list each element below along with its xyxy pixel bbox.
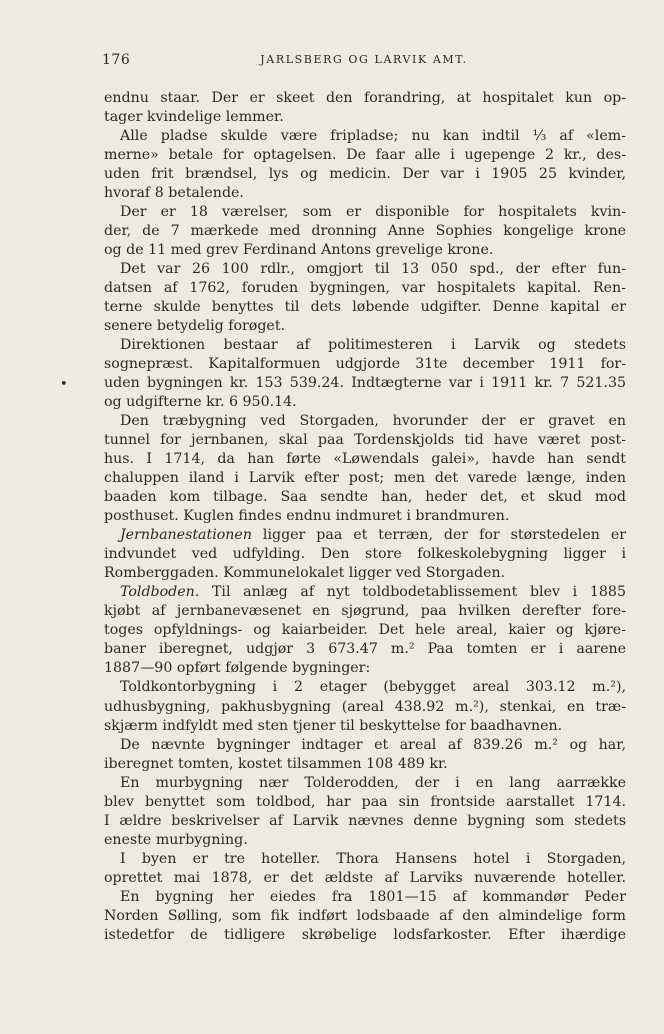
- line-text: iberegnet tomten, kostet tilsammen 108 489 kr.: [104, 755, 448, 772]
- line-text: Norden Sølling, som fik indført lodsbaade af den almindelige form: [104, 907, 626, 924]
- text-line: [104, 583, 626, 602]
- line-text: endnu staar. Der er skeet den forandring, at hospitalet kun op-: [104, 90, 626, 106]
- line-text: terne skulde benyttes til dets løbende udgifter. Denne kapital er: [104, 299, 626, 316]
- line-text: chaluppen iland i Larvik efter post; men det varede længe, inden: [104, 470, 626, 487]
- text-line: [104, 355, 626, 374]
- line-text: I ældre beskrivelser af Larvik nævnes denne bygning som stedets: [104, 812, 626, 829]
- line-text: senere betydelig forøget.: [104, 318, 286, 335]
- text-line: [104, 298, 626, 317]
- running-title: JARLSBERG OG LARVIK AMT.: [260, 53, 468, 66]
- line-text: sognepræst. Kapitalformuen udgjorde 31te december 1911 for-: [104, 356, 626, 373]
- text-line: [104, 336, 626, 355]
- text-line: [104, 545, 626, 564]
- line-text: skjærm indfyldt med sten tjener til beskyttelse for baadhavnen.: [104, 717, 563, 734]
- line-text: tager kvindelige lemmer.: [104, 109, 284, 126]
- text-line: [104, 412, 626, 431]
- text-line: [104, 146, 626, 165]
- text-line: [104, 488, 626, 507]
- text-line: [104, 869, 626, 888]
- line-text: Der er 18 værelser, som er disponible for hospitalets kvin-: [120, 204, 626, 221]
- text-line: [104, 393, 626, 412]
- italic-term: Jernbanestationen: [120, 527, 252, 544]
- line-text: hus. I 1714, da han førte «Løwendals galei», havde han sendt: [104, 451, 626, 468]
- line-text: tunnel for jernbanen, skal paa Tordenskjolds tid have været post-: [104, 432, 626, 449]
- page-number: 176: [102, 52, 131, 68]
- text-line: [104, 564, 626, 583]
- italic-term: Toldboden.: [120, 584, 200, 601]
- text-line: [104, 736, 626, 755]
- text-line: [104, 831, 626, 850]
- text-line: [104, 926, 626, 945]
- line-text: I byen er tre hoteller. Thora Hansens hotel i Storgaden,: [120, 850, 626, 867]
- line-text: baner iberegnet, udgjør 3 673.47 m.² Paa tomten er i aarene: [104, 641, 626, 658]
- line-text: Den træbygning ved Storgaden, hvorunder der er gravet en: [120, 413, 626, 430]
- line-text: Alle pladse skulde være fripladse; nu kan indtil ⅓ af «lem-: [120, 128, 626, 145]
- text-line: [104, 165, 626, 184]
- line-text: hvoraf 8 betalende.: [104, 185, 244, 202]
- line-text: baaden kom tilbage. Saa sendte han, heder det, et skud mod: [104, 489, 626, 506]
- line-text: og udgifterne kr. 6 950.14.: [104, 394, 297, 411]
- line-text: oprettet mai 1878, er det ældste af Larviks nuværende hoteller.: [104, 869, 626, 886]
- line-text: Til anlæg af nyt toldbodetablissement blev i 1885: [199, 584, 626, 601]
- line-text: 1887—90 opført følgende bygninger:: [104, 660, 371, 677]
- text-line: [104, 450, 626, 469]
- body-text: [104, 89, 626, 945]
- margin-mark: •: [60, 377, 68, 392]
- text-line: [104, 678, 626, 697]
- line-text: uden bygningen kr. 153 539.24. Indtægterne var i 1911 kr. 7 521.35: [104, 375, 626, 392]
- line-text: En murbygning nær Tolderodden, der i en lang aarrække: [120, 774, 626, 791]
- line-text: der, de 7 mærkede med dronning Anne Sophies kongelige krone: [104, 223, 626, 240]
- text-line: [104, 469, 626, 488]
- text-line: [104, 793, 626, 812]
- text-line: [104, 850, 626, 869]
- line-text: datsen af 1762, foruden bygningen, var hospitalets kapital. Ren-: [104, 280, 626, 297]
- text-line: [104, 812, 626, 831]
- text-line: [104, 89, 626, 108]
- line-text: posthuset. Kuglen findes endnu indmuret i brandmuren.: [104, 508, 510, 525]
- text-line: [104, 507, 626, 526]
- line-text: De nævnte bygninger indtager et areal af 839.26 m.² og har,: [120, 736, 626, 753]
- text-line: [104, 241, 626, 260]
- text-line: [104, 317, 626, 336]
- text-line: [104, 907, 626, 926]
- line-text: merne» betale for optagelsen. De faar alle i ugepenge 2 kr., des-: [104, 147, 626, 164]
- text-line: [104, 621, 626, 640]
- line-text: Det var 26 100 rdlr., omgjort til 13 050 spd., der efter fun-: [120, 261, 626, 278]
- line-text: istedetfor de tidligere skrøbelige lodsfarkoster. Efter ihærdige: [104, 926, 626, 943]
- line-text: Direktionen bestaar af politimesteren i Larvik og stedets: [120, 337, 626, 354]
- text-line: [104, 698, 626, 717]
- line-text: En bygning her eiedes fra 1801—15 af kommandør Peder: [120, 888, 626, 905]
- line-text: blev benyttet som toldbod, har paa sin frontside aarstallet 1714.: [104, 793, 626, 810]
- text-line: [104, 108, 626, 127]
- line-text: udhusbygning, pakhusbygning (areal 438.92 m.²), stenkai, en træ-: [104, 698, 626, 715]
- text-line: [104, 659, 626, 678]
- page-header: [102, 52, 626, 72]
- text-line: [104, 431, 626, 450]
- text-line: [104, 260, 626, 279]
- text-line: [104, 640, 626, 659]
- text-line: [104, 888, 626, 907]
- line-text: og de 11 med grev Ferdinand Antons grevelige krone.: [104, 242, 494, 259]
- text-line: [104, 222, 626, 241]
- text-line: [104, 279, 626, 298]
- line-text: kjøbt af jernbanevæsenet en sjøgrund, paa hvilken derefter fore-: [104, 603, 626, 620]
- line-text: toges opfyldnings- og kaiarbeider. Det hele areal, kaier og kjøre-: [104, 622, 626, 639]
- line-text: eneste murbygning.: [104, 831, 248, 848]
- line-text: indvundet ved udfylding. Den store folkeskolebygning ligger i: [104, 546, 626, 563]
- text-line: [104, 374, 626, 393]
- line-text: uden frit brændsel, lys og medicin. Der var i 1905 25 kvinder,: [104, 166, 626, 183]
- text-line: [104, 755, 626, 774]
- text-line: [104, 526, 626, 545]
- text-line: [104, 774, 626, 793]
- line-text: Toldkontorbygning i 2 etager (bebygget areal 303.12 m.²),: [120, 679, 626, 696]
- text-line: [104, 127, 626, 146]
- line-text: Romberggaden. Kommunelokalet ligger ved Storgaden.: [104, 565, 506, 582]
- text-line: [104, 184, 626, 203]
- text-line: [104, 602, 626, 621]
- line-text: ligger paa et terræn, der for størstedelen er: [251, 527, 626, 544]
- text-line: [104, 717, 626, 736]
- text-line: [104, 203, 626, 222]
